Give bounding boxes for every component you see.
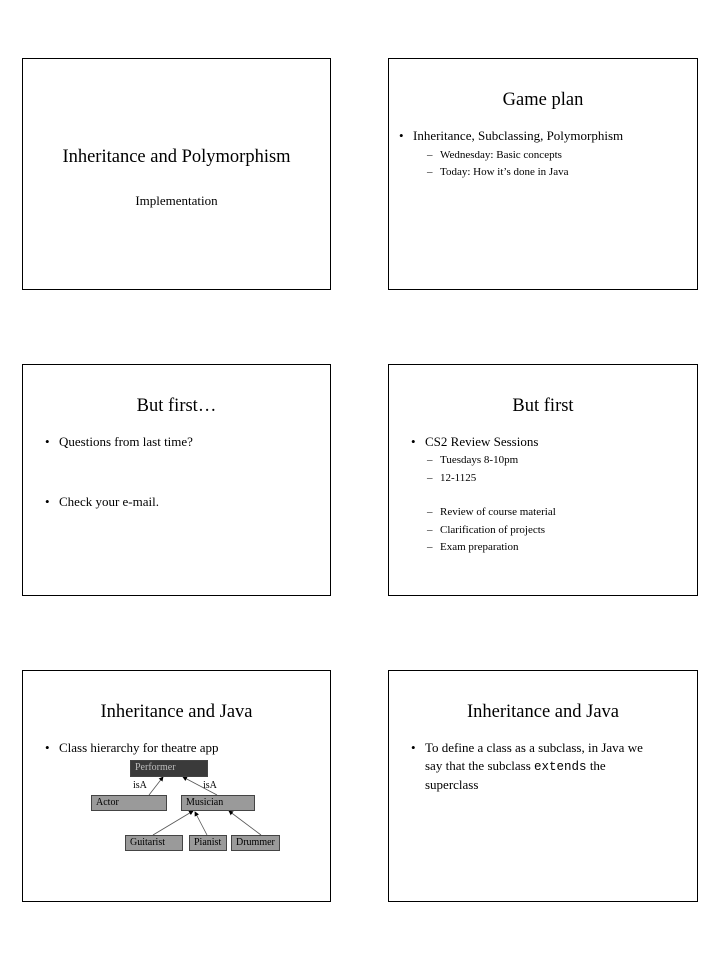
slide-game-plan (388, 58, 698, 290)
bullet-text-line-3: superclass (425, 777, 479, 792)
sub-item: – 12-1125 (427, 471, 687, 485)
bullet-text-line-1: To define a class as a subclass, in Java we (425, 740, 643, 755)
sub-item: – Today: How it’s done in Java (427, 165, 687, 179)
bullet-item: • CS2 Review Sessions (411, 433, 691, 451)
bullet-text-the: the (589, 758, 606, 773)
sub-text: Today: How it’s done in Java (440, 166, 569, 178)
slide-heading: Inheritance and Java (100, 702, 253, 722)
slide-inheritance-extends (388, 670, 698, 902)
node-actor: Actor (91, 795, 167, 811)
bullet-item: • Check your e-mail. (45, 493, 325, 511)
slide-heading: But first… (136, 396, 217, 416)
sub-text: Tuesdays 8-10pm (440, 454, 519, 466)
isa-label-right: isA (203, 780, 217, 791)
sub-item: – Exam preparation (427, 540, 687, 554)
isa-label-left: isA (133, 780, 147, 791)
bullet-text: Class hierarchy for theatre app (59, 740, 219, 755)
bullet-text: CS2 Review Sessions (425, 434, 539, 449)
sub-item: – Review of course material (427, 505, 687, 519)
bullet-item: • Questions from last time? (45, 433, 325, 451)
slide-title-heading: Inheritance and Polymorphism (62, 147, 291, 167)
slide-inheritance-hierarchy (22, 670, 331, 902)
edge-pianist-musician (195, 812, 207, 835)
bullet-text (425, 739, 691, 794)
class-hierarchy-diagram (23, 671, 330, 901)
bullet-item: • Class hierarchy for theatre app (45, 739, 325, 757)
sub-text: Exam preparation (440, 541, 519, 553)
node-musician: Musician (181, 795, 255, 811)
bullet-text: Questions from last time? (59, 434, 193, 449)
edge-actor-performer (149, 777, 163, 795)
node-pianist: Pianist (189, 835, 227, 851)
slide-heading: Inheritance and Java (466, 702, 620, 722)
sub-text: Review of course material (440, 506, 556, 518)
slide-but-first-review (388, 364, 698, 596)
edge-drummer-musician (229, 811, 261, 835)
extends-keyword: extends (534, 760, 587, 774)
slide-title (22, 58, 331, 290)
edge-guitarist-musician (153, 811, 193, 835)
sub-item: – Wednesday: Basic concepts (427, 148, 687, 162)
node-performer: Performer (130, 760, 208, 777)
bullet-item: • To define a class as a subclass, in Java we say that the subclass extends the superclass (411, 739, 691, 794)
slide-but-first-questions (22, 364, 331, 596)
sub-text: 12-1125 (440, 472, 477, 484)
bullet-text-line-2: say that the subclass (425, 758, 531, 773)
bullet-text: Inheritance, Subclassing, Polymorphism (413, 128, 624, 143)
node-drummer: Drummer (231, 835, 280, 851)
bullet-dot: • (399, 128, 404, 143)
slide-heading: But first (512, 396, 574, 416)
slide-heading: Game plan (502, 90, 584, 110)
sub-text: Wednesday: Basic concepts (440, 149, 562, 161)
slide-subtitle: Implementation (135, 193, 218, 208)
bullet-item (399, 127, 689, 145)
sub-text: Clarification of projects (440, 524, 546, 536)
node-guitarist: Guitarist (125, 835, 183, 851)
sub-item: – Tuesdays 8-10pm (427, 453, 687, 467)
sub-item: – Clarification of projects (427, 523, 687, 537)
bullet-text: Check your e-mail. (59, 494, 159, 509)
